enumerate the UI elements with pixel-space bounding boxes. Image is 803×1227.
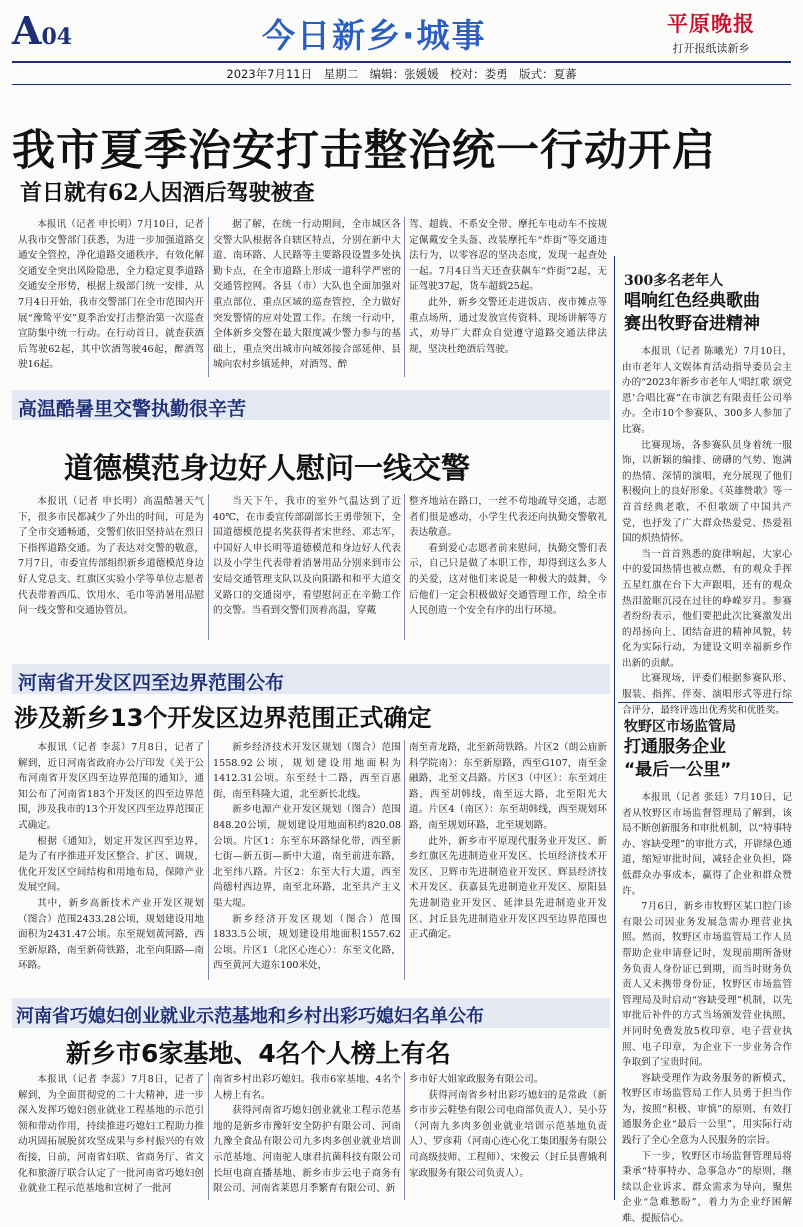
newspaper-logo — [632, 8, 790, 56]
story2-paragraph: 看到爱心志愿者前来慰问，执勤交警们表示，自己只是做了本职工作，却得到这么多人的关爱，这对他们来说是一种极大的鼓舞，今后他们一定会积极做好交通管理工作，给全市人民创造一个安全有序的出行环境。 — [409, 542, 607, 617]
side1-headline: 唱响红色经典歌曲 赛出牧野奋进精神 — [624, 291, 760, 334]
side1-paragraph: 比赛现场，评委们根据参赛队形、服装、指挥、伴奏、演唱形式等进行综合评分，最终评选出优秀奖和优胜奖。 — [622, 673, 792, 716]
story4-paragraph: 南省乡村出彩巧媳妇。我市6家基地、4名个人榜上有名。 — [213, 1074, 401, 1101]
story1-paragraph: 此外，新乡交警还走进饭店、夜市摊点等重点场所，通过发放宣传资料、现场讲解等方式，劝导广大群众自觉遵守道路交通法律法规，坚决杜绝酒后驾驶。 — [409, 296, 607, 355]
story3-lead-paragraph: 本报讯（记者 李蕊）7月8日，记者了解到，近日河南省政府办公厅印发《关于公布河南省开发区四至边界范围的通知》，通知公布了河南省183个开发区的四至边界范围，涉及我市的13个开发区四至边界范围正式确定。 — [18, 742, 204, 831]
side2-headline: 打通服务企业 “最后一公里” — [624, 737, 732, 780]
story2-column-1 — [18, 494, 204, 644]
story1-paragraph: 据了解，在统一行动期间，全市城区各交警大队根据各自辖区特点，分别在新中大道、南环路、人民路等主要路段设置多处执勤卡点，在全市道路上形成一道科学严密的交通管控网。各县（市）大队也全面加强对重点部位、重点区域的巡查管控，全力做好突发警情的应对处置工作。在统一行动中，全体新乡交警在最大限度减少警力参与的基础上，重点突出城市向城郊接合部延伸、县城向农村乡镇延伸，对酒驾、醉 — [213, 219, 401, 371]
side2-body — [622, 790, 792, 1225]
story1-lead-paragraph: 本报讯（记者 申长明）7月10日，记者从我市交警部门获悉，为进一步加强道路交通安全管控，净化道路交通秩序，有效化解交通安全突出风险隐患，全力稳定夏季道路交通安全形势，根据上级部门统一安排，从7月4日开始，我市交警部门在全市范围内开展“豫鸷平安”夏季治安打击整治第一次巡查宣防集中统一行动。在行动首日，就查获酒后驾驶62起，其中饮酒驾驶46起，醉酒驾驶16起。 — [18, 219, 204, 371]
side2-lead-paragraph: 本报讯（记者 张廷）7月10日，记者从牧野区市场监督管理局了解到，该局不断创新服务和审批机制，以“特事特办、容缺受理”的审批方式，开辟绿色通道，缩短审批时间，减轻企业负担，降低群众办事成本，赢得了企业和群众赞许。 — [622, 792, 792, 897]
side2-paragraph: 7月6日，新乡市牧野区某口腔门诊有限公司因业务发展急需办理营业执照。然而，牧野区市场监管局工作人员帮助企业申请登记时，发现前期所备财务负责人身份证已到期，而当时财务负责人又未携带身份证，牧野区市场监管管理局及时启动“容缺受理”机制，以先审批后补件的方式当场颁发营业执照，并同时免费发放5枚印章、电子营业执照、电子印章，为企业下一步业务合作争取到了宝贵时间。 — [622, 901, 792, 1069]
column-divider — [208, 740, 209, 980]
story3-headline: 涉及新乡13个开发区边界范围正式确定 — [14, 704, 432, 732]
story2-column-3 — [409, 494, 607, 644]
column-divider — [404, 217, 405, 377]
sidebar-divider — [614, 256, 615, 1200]
story2-kicker: 高温酷暑里交警执勤很辛苦 — [18, 398, 247, 420]
sidebar-section-rule — [618, 702, 793, 703]
story4-paragraph: 获得河南省乡村出彩巧媳妇的是常政（新乡市步云鞋垫有限公司电商部负责人）、吴小芬（河南九多肉多创业就业培训示范基地负责人）、罗彦莉（河南心连心化工集团服务有限公司高级技师、工程师）、宋俊云（封丘县曹娥利家政服务有限公司负责人）。 — [409, 1089, 607, 1179]
story3-paragraph: 其中，新乡高新技术产业开发区规划（图合）范围2433.28公顷，规划建设用地面积为2431.47公顷。东至规划黄河路，西至新原路，南至新荷铁路，北至向阳路—南环路。 — [18, 897, 204, 972]
side1-kicker: 300多名老年人 — [624, 273, 724, 289]
masthead-rule — [12, 61, 791, 63]
section-title: 今日新乡·城事 — [262, 16, 487, 55]
story3-kicker: 河南省开发区四至边界范围公布 — [18, 672, 285, 694]
story3-column-2 — [213, 740, 401, 985]
story4-column-2 — [213, 1072, 401, 1200]
story3-paragraph: 新乡经济技术开发区规划（图合）范围1558.92公顷，规划建设用地面积为1412.31公顷。东至经十二路，西至百惠街，南至科隆大道，北至新长北线。 — [213, 742, 401, 800]
story3-column-3 — [409, 740, 607, 985]
column-divider — [208, 494, 209, 640]
story3-paragraph: 新乡电源产业开发区规划（图合）范围848.20公顷，规划建设用地面积约820.08公顷。片区1：东至东环路绿化带，西至新七街—新五街—新中大道，南至前进东路，北至纬八路。片区2：东至大行大道，西至尚德村西边界，南至北环路，北至共产主义渠大堤。 — [213, 804, 401, 909]
column-divider — [208, 1072, 209, 1200]
dateline: 2023年7月11日 星期二 编辑：张媛媛 校对：娄勇 版式：夏蕃 — [226, 67, 577, 81]
story1-column-3 — [409, 217, 607, 383]
side1-paragraph: 当一首首熟悉的旋律响起，大家心中的爱国热情也被点燃，有的观众手挥五星红旗在台下大声跟唱，还有的观众热泪盈眶沉浸在过往的峥嵘岁月。参赛者纷纷表示，他们要把此次比赛激发出的昂扬向上、团结奋进的精神风貌，转化为实际行动，为建设文明幸福新乡作出新的贡献。 — [622, 548, 792, 669]
main-headline: 我市夏季治安打击整治统一行动开启 — [12, 126, 716, 176]
page-number: A04 — [12, 8, 73, 53]
story3-paragraph: 此外，新乡市平原现代服务业开发区、新乡红旗区先进制造业开发区、长垣经济技术开发区、卫辉市先进制造业开发区、辉县经济技术开发区、获嘉县先进制造业开发区、原阳县先进制造业开发区、延津县先进制造业开发区、封丘县先进制造业开发区四至边界范围也正式确定。 — [409, 835, 607, 941]
story4-column-1 — [18, 1072, 204, 1200]
logo-text: 平原晚报 — [667, 11, 755, 36]
dateline-rule — [12, 84, 791, 85]
story3-paragraph: 南至青龙路，北至新菏铁路。片区2（朗公庙新科学院南）：东至新原路，西至G107，南至金融路，北至文昌路。片区3（中区）：东至刘庄路，西至胡韩线，南至远大路，北至阳光大道。片区4（南区）：东至胡韩线，西至规划环路，南至规划环路，北至规划路。 — [409, 742, 607, 831]
column-divider — [404, 494, 405, 640]
story3-paragraph: 根据《通知》，划定开发区四至边界，是为了有序推进开发区整合、扩区、调规，优化开发区空间结构和用地布局，保障产业发展空间。 — [18, 835, 204, 894]
story4-lead-paragraph: 本报讯（记者 李蕊）7月8日，记者了解到，为全面贯彻党的二十大精神，进一步深入发挥巧媳妇创业就业工程基地的示范引领和带动作用，持续推进巧媳妇工程助力推动巩固拓展脱贫攻坚成果与乡村振兴的有效衔接，日前，河南省妇联、省商务厅、省文化和旅游厅联合认定了一批河南省巧媳妇创业就业工程示范基地和宣树了一批河 — [18, 1074, 204, 1195]
column-divider — [404, 740, 405, 980]
side2-paragraph: 容缺受理作为政务服务的新模式，牧野区市场监管局工作人员勇于担当作为，按照“积极、审慎”的原则，有效打通服务企业“最后一公里”，用实际行动践行了全心全意为人民服务的宗旨。 — [622, 1072, 792, 1147]
story1-paragraph: 驾、超载、不系安全带、摩托车电动车不按规定佩戴安全头盔、改装摩托车“炸街”等交通违法行为，以零容忍的坚决态度，发现一起查处一起。7月4日当天还查获飙车“炸街”2起，无证驾驶37起，货车超载25起。 — [409, 219, 607, 293]
story4-column-3 — [409, 1072, 607, 1200]
side1-lead-paragraph: 本报讯（记者 陈曦光）7月10日，由市老年人文娱体育活动指导委员会主办的“2023年新乡市老年人‘唱红歌 颂党恩’合唱比赛”在市演艺有限责任公司举办。全市10个参赛队、300多人参加了比赛。 — [622, 346, 792, 435]
main-subhead: 首日就有62人因酒后驾驶被查 — [20, 180, 315, 206]
side2-paragraph: 下一步，牧野区市场监督管理局将秉承“特事特办、急事急办”的原则，继续以企业诉求、群众需求为导向，聚焦企业“急难愁盼”，着力为企业纾困解难、提振信心。 — [622, 1150, 792, 1225]
story4-paragraph: 获得河南省巧媳妇创业就业工程示范基地的是新乡市豫轩安全防护有限公司、河南九豫全食品有限公司九多肉多创业就业培训示范基地、河南驼人康君抗菌科技有限公司长垣电商直播基地、新乡市步云电子商务有限公司、河南省莱恩月季繁育有限公司、新 — [213, 1105, 401, 1195]
story2-lead-paragraph: 本报讯（记者 申长明）高温酷暑天气下，很多市民都减少了外出的时间，可是为了全市交通畅通，交警们依旧坚持站在烈日下指挥道路交通。为了表达对交警的敬意，7月7日，市委宣传部组织新乡道德模范身边好人党总支、红旗区实验小学等单位志愿者代表带着西瓜、饮用水、毛巾等消暑用品慰问一线交警和交通协管员。 — [18, 496, 204, 617]
logo-slogan: 打开报纸读新乡 — [672, 42, 750, 55]
story4-kicker: 河南省巧媳妇创业就业示范基地和乡村出彩巧媳妇名单公布 — [16, 1006, 484, 1027]
story3-column-1 — [18, 740, 204, 985]
story4-headline: 新乡市6家基地、4名个人榜上有名 — [66, 1039, 451, 1068]
story2-headline: 道德模范身边好人慰问一线交警 — [64, 451, 471, 485]
side1-paragraph: 比赛现场，各参赛队员身着统一服饰，以新颖的编排、磅礴的气势、饱满的热情、深情的演唱，充分展现了他们积极向上的良好形象。《英雄赞歌》等一首首经典老歌，不但歌颂了中国共产党，也抒发了广大群众热爱党、热爱祖国的炽热情怀。 — [622, 439, 792, 545]
column-divider — [404, 1072, 405, 1200]
story2-paragraph: 当天下午，我市的室外气温达到了近40℃，在市委宣传部副部长王勇带领下，全国道德模范提名奖获得者宋世经、邓志军，中国好人申长明等道德模范和身边好人代表以及小学生代表带着消暑用品分别来到市公安局交通管理支队以及向阳路和和平大道交叉路口的交通岗亭，看望慰问正在辛勤工作的交警。当看到交警们顶着高温，穿戴 — [213, 496, 401, 617]
story4-paragraph: 乡市好大姐家政服务有限公司。 — [409, 1074, 544, 1085]
side1-body — [622, 344, 792, 716]
story3-paragraph: 新乡经济开发区规划（图合）范围1833.5公顷，规划建设用地面积1557.62公顷。片区1（北区心连心）：东至文化路，西至黄河大道东100米处， — [213, 913, 401, 972]
story1-column-1 — [18, 217, 204, 383]
side2-kicker: 牧野区市场监管局 — [624, 719, 736, 735]
story2-column-2 — [213, 494, 401, 644]
column-divider — [208, 217, 209, 377]
story2-paragraph: 整齐地站在路口，一丝不苟地疏导交通，志愿者们很是感动，小学生代表还向执勤交警敬礼表达敬意。 — [409, 496, 607, 539]
story1-column-2 — [213, 217, 401, 383]
